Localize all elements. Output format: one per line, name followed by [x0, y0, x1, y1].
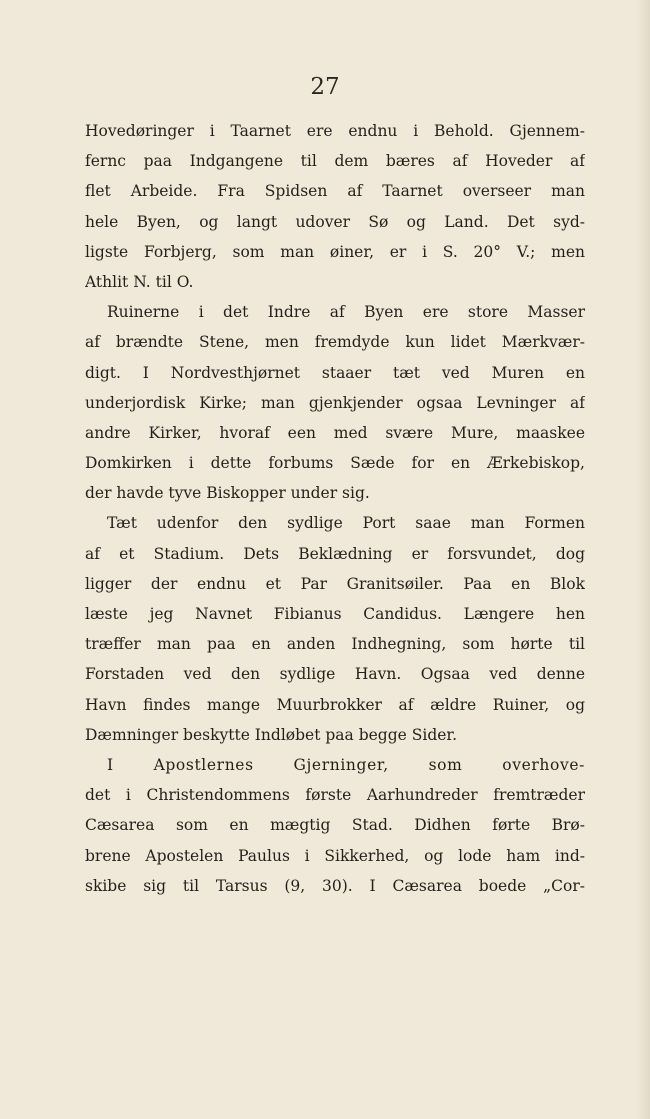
- text-line: skibe sig til Tarsus (9, 30). I Cæsarea boede „Cor-: [85, 876, 585, 895]
- text-line: Athlit N. til O.: [85, 272, 194, 291]
- page-edge-shadow: [636, 0, 650, 1119]
- body-text: [85, 116, 585, 901]
- text-line: Havn findes mange Muurbrokker af ældre Ruiner, og: [85, 695, 585, 714]
- text-line: af brændte Stene, men fremdyde kun lidet Mærkvær-: [85, 333, 585, 352]
- text-line: det i Christendommens første Aarhundreder fremtræder: [85, 786, 585, 805]
- paragraph-start-line: I Apostlernes Gjerninger, som overhove-: [107, 755, 585, 774]
- paragraph-start-line: Tæt udenfor den sydlige Port saae man Formen: [107, 514, 585, 533]
- text-line: der havde tyve Biskopper under sig.: [85, 484, 370, 503]
- text-line: fernc paa Indgangene til dem bæres af Hoveder af: [85, 152, 585, 171]
- text-line: Hovedøringer i Taarnet ere endnu i Behold. Gjennem-: [85, 122, 585, 140]
- text-line: underjordisk Kirke; man gjenkjender ogsaa Levninger af: [85, 393, 585, 412]
- text-line: Domkirken i dette forbums Sæde for en Ærkebiskop,: [85, 454, 585, 473]
- text-line: af et Stadium. Dets Beklædning er forsvundet, dog: [85, 544, 585, 563]
- text-line: brene Apostelen Paulus i Sikkerhed, og lode ham ind-: [85, 846, 585, 865]
- text-line: træffer man paa en anden Indhegning, som hørte til: [85, 635, 585, 654]
- text-line: ligste Forbjerg, som man øiner, er i S. 20° V.; men: [85, 242, 585, 261]
- text-line: Forstaden ved den sydlige Havn. Ogsaa ved denne: [85, 665, 585, 684]
- page-number: 27: [310, 74, 340, 100]
- text-line: Dæmninger beskytte Indløbet paa begge Sider.: [85, 725, 458, 744]
- text-line: flet Arbeide. Fra Spidsen af Taarnet overseer man: [85, 182, 585, 201]
- text-line: læste jeg Navnet Fibianus Candidus. Længere hen: [85, 605, 585, 623]
- paragraph-start-line: Ruinerne i det Indre af Byen ere store Masser: [107, 303, 585, 322]
- text-line: Cæsarea som en mægtig Stad. Didhen førte Brø-: [85, 816, 585, 835]
- text-line: digt. I Nordvesthjørnet staaer tæt ved Muren en: [85, 363, 585, 382]
- text-line: ligger der endnu et Par Granitsøiler. Paa en Blok: [85, 574, 585, 593]
- text-line: andre Kirker, hvoraf een med svære Mure, maaskee: [85, 423, 585, 442]
- text-line: hele Byen, og langt udover Sø og Land. Det syd-: [85, 212, 585, 231]
